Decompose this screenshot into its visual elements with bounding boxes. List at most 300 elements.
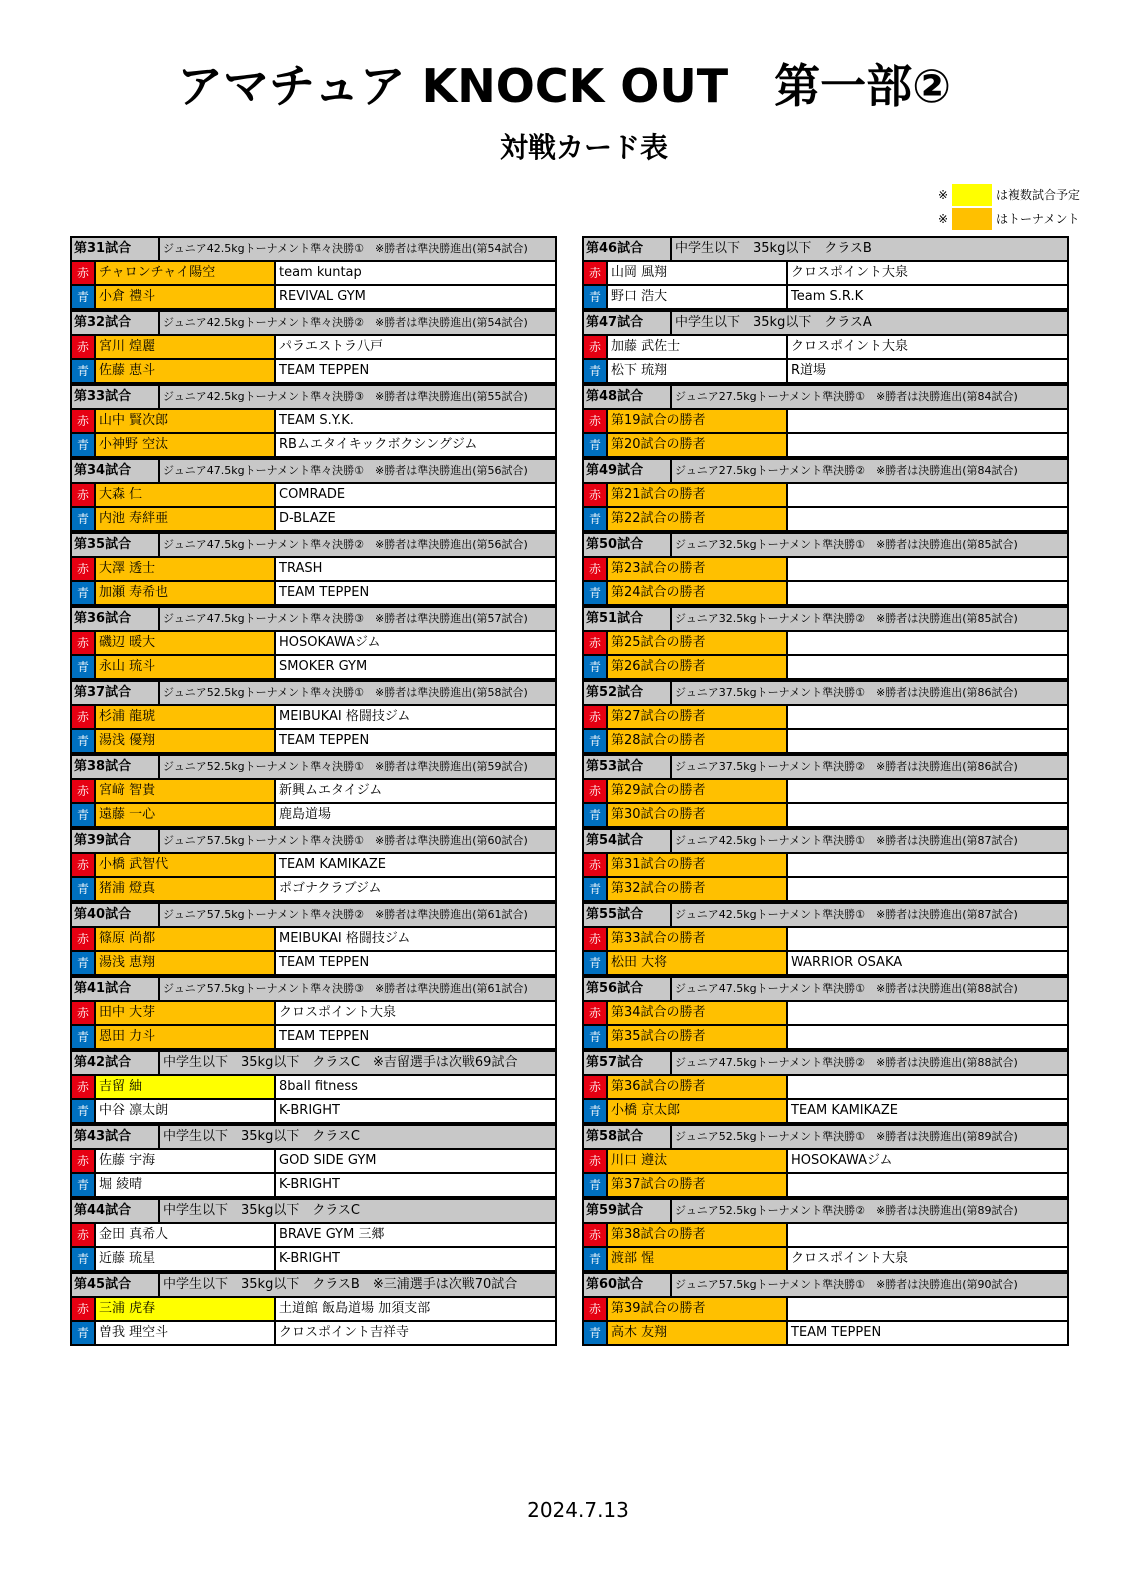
blue-corner-row [72, 730, 555, 754]
blue-corner-label: 青 [72, 952, 96, 974]
gym-name: D-BLAZE [279, 511, 336, 526]
gym-name: MEIBUKAI 格闘技ジム [279, 931, 411, 946]
fighter-name: 恩田 力斗 [96, 1026, 276, 1048]
blue-corner-label: 青 [72, 360, 96, 382]
bout-description: ジュニア57.5kgトーナメント準々決勝② ※勝者は準決勝進出(第61試合) [163, 908, 528, 921]
page-subtitle: 対戦カード表 [499, 131, 668, 164]
fighter-name: 第26試合の勝者 [608, 656, 788, 678]
gym-name: クロスポイント吉祥寺 [279, 1325, 410, 1340]
bout-block [70, 828, 557, 902]
red-corner-label: 赤 [584, 1298, 608, 1320]
gym-name: TEAM TEPPEN [279, 363, 370, 378]
bout-number: 第33試合 [72, 386, 160, 408]
bout-header [72, 682, 555, 706]
fighter-name: 金田 真希人 [96, 1224, 276, 1246]
gym-name [788, 1026, 1067, 1048]
legend-mark: ※ [938, 188, 949, 202]
gym-name: パラエストラ八戸 [279, 339, 384, 354]
gym-name [788, 928, 1067, 950]
red-corner-row [72, 1224, 555, 1248]
red-corner-label: 赤 [72, 336, 96, 358]
bout-header [72, 1200, 555, 1224]
red-corner-row [72, 780, 555, 804]
bout-block [70, 606, 557, 680]
gym-name: 8ball fitness [279, 1079, 358, 1094]
bout-block [582, 976, 1069, 1050]
fighter-name: 第37試合の勝者 [608, 1174, 788, 1196]
blue-corner-label: 青 [584, 1174, 608, 1196]
gym-name [788, 1298, 1067, 1320]
red-corner-row [584, 706, 1067, 730]
gym-name [788, 1174, 1067, 1196]
fighter-name: 第34試合の勝者 [608, 1002, 788, 1024]
blue-corner-label: 青 [72, 1322, 96, 1344]
gym-name: Team S.R.K [791, 289, 864, 304]
bout-description: ジュニア57.5kgトーナメント準々決勝③ ※勝者は準決勝進出(第61試合) [163, 982, 528, 995]
legend-swatch-multi [952, 184, 992, 206]
gym-name: K-BRIGHT [279, 1251, 340, 1266]
red-corner-label: 赤 [584, 1002, 608, 1024]
bout-description: ジュニア47.5kgトーナメント準々決勝③ ※勝者は準決勝進出(第57試合) [163, 612, 528, 625]
blue-corner-row [72, 508, 555, 532]
blue-corner-row [72, 1026, 555, 1050]
gym-name [788, 706, 1067, 728]
bout-block [70, 754, 557, 828]
bout-block [582, 902, 1069, 976]
gym-name: TRASH [279, 561, 323, 576]
red-corner-label: 赤 [72, 780, 96, 802]
bout-table-right [582, 236, 1069, 1346]
gym-name: 新興ムエタイジム [279, 783, 383, 798]
red-corner-label: 赤 [584, 484, 608, 506]
blue-corner-label: 青 [584, 434, 608, 456]
bout-number: 第60試合 [584, 1274, 672, 1296]
gym-name [788, 410, 1067, 432]
red-corner-row [72, 1298, 555, 1322]
bout-header [72, 830, 555, 854]
blue-corner-row [72, 286, 555, 310]
gym-name: K-BRIGHT [279, 1103, 340, 1118]
blue-corner-row [72, 360, 555, 384]
blue-corner-label: 青 [72, 582, 96, 604]
bout-header [584, 1052, 1067, 1076]
red-corner-label: 赤 [72, 1298, 96, 1320]
bout-header [72, 1052, 555, 1076]
bout-header [72, 386, 555, 410]
legend-mark: ※ [938, 212, 949, 226]
red-corner-row [72, 854, 555, 878]
bout-number: 第51試合 [584, 608, 672, 630]
blue-corner-row [72, 1174, 555, 1198]
blue-corner-label: 青 [72, 656, 96, 678]
bout-header [72, 978, 555, 1002]
gym-name: MEIBUKAI 格闘技ジム [279, 709, 411, 724]
fighter-name: 宮川 煌麗 [96, 336, 276, 358]
bout-number: 第40試合 [72, 904, 160, 926]
red-corner-row [72, 1002, 555, 1026]
gym-name [788, 878, 1067, 900]
bout-number: 第39試合 [72, 830, 160, 852]
red-corner-label: 赤 [72, 854, 96, 876]
bout-block [70, 1272, 557, 1346]
fighter-name: 第36試合の勝者 [608, 1076, 788, 1098]
blue-corner-label: 青 [584, 286, 608, 308]
red-corner-label: 赤 [72, 262, 96, 284]
fighter-name: 第32試合の勝者 [608, 878, 788, 900]
red-corner-label: 赤 [584, 780, 608, 802]
bout-description: ジュニア42.5kgトーナメント準決勝① ※勝者は決勝進出(第87試合) [675, 908, 1018, 921]
red-corner-label: 赤 [72, 1224, 96, 1246]
fighter-name: 第29試合の勝者 [608, 780, 788, 802]
bout-block [582, 754, 1069, 828]
fighter-name: 第22試合の勝者 [608, 508, 788, 530]
blue-corner-label: 青 [72, 434, 96, 456]
bout-header [72, 460, 555, 484]
bout-description: ジュニア27.5kgトーナメント準決勝① ※勝者は決勝進出(第84試合) [675, 390, 1018, 403]
red-corner-label: 赤 [584, 262, 608, 284]
bout-description: ジュニア42.5kgトーナメント準々決勝③ ※勝者は準決勝進出(第55試合) [163, 390, 528, 403]
blue-corner-label: 青 [72, 286, 96, 308]
fighter-name: 第33試合の勝者 [608, 928, 788, 950]
fighter-name: 第24試合の勝者 [608, 582, 788, 604]
bout-number: 第36試合 [72, 608, 160, 630]
gym-name: GOD SIDE GYM [279, 1153, 377, 1168]
blue-corner-row [584, 804, 1067, 828]
red-corner-row [584, 780, 1067, 804]
blue-corner-label: 青 [584, 952, 608, 974]
bout-block [582, 1198, 1069, 1272]
gym-name: TEAM TEPPEN [791, 1325, 882, 1340]
red-corner-label: 赤 [72, 1002, 96, 1024]
bout-description: ジュニア52.5kgトーナメント準々決勝① ※勝者は準決勝進出(第59試合) [163, 760, 528, 773]
gym-name [788, 1076, 1067, 1098]
fighter-name: 小神野 空汰 [96, 434, 276, 456]
bout-number: 第42試合 [72, 1052, 160, 1074]
bout-block [70, 458, 557, 532]
blue-corner-row [72, 434, 555, 458]
red-corner-row [584, 632, 1067, 656]
fighter-name: 大森 仁 [96, 484, 276, 506]
bout-description: ジュニア42.5kgトーナメント準決勝① ※勝者は決勝進出(第87試合) [675, 834, 1018, 847]
fighter-name: 第30試合の勝者 [608, 804, 788, 826]
fighter-name: 吉留 紬 [96, 1076, 276, 1098]
gym-name: COMRADE [279, 487, 346, 502]
bout-description: ジュニア32.5kgトーナメント準決勝① ※勝者は決勝進出(第85試合) [675, 538, 1018, 551]
gym-name: TEAM KAMIKAZE [279, 857, 386, 872]
bout-description: ジュニア32.5kgトーナメント準決勝② ※勝者は決勝進出(第85試合) [675, 612, 1018, 625]
fighter-name: 山中 賢次郎 [96, 410, 276, 432]
fighter-name: 第27試合の勝者 [608, 706, 788, 728]
fighter-name: 磯辺 暖大 [96, 632, 276, 654]
blue-corner-label: 青 [584, 730, 608, 752]
gym-name: 鹿島道場 [279, 807, 332, 822]
gym-name: R道場 [791, 363, 827, 378]
bout-number: 第48試合 [584, 386, 672, 408]
bout-block [582, 606, 1069, 680]
red-corner-label: 赤 [72, 1076, 96, 1098]
blue-corner-row [72, 804, 555, 828]
bout-description: ジュニア57.5kgトーナメント準々決勝① ※勝者は準決勝進出(第60試合) [163, 834, 528, 847]
bout-block [70, 1124, 557, 1198]
fighter-name: 永山 琉斗 [96, 656, 276, 678]
bout-number: 第45試合 [72, 1274, 160, 1296]
bout-header [584, 238, 1067, 262]
gym-name: ポゴナクラブジム [279, 881, 382, 896]
fighter-name: 高木 友翔 [608, 1322, 788, 1344]
bout-header [584, 534, 1067, 558]
fighter-name: 小倉 禮斗 [96, 286, 276, 308]
blue-corner-label: 青 [72, 1174, 96, 1196]
blue-corner-label: 青 [584, 1322, 608, 1344]
fighter-name: 杉浦 龍琥 [96, 706, 276, 728]
bout-description: ジュニア52.5kgトーナメント準々決勝① ※勝者は準決勝進出(第58試合) [163, 686, 528, 699]
legend-text: は複数試合予定 [996, 188, 1081, 202]
bout-description: 中学生以下 35kg以下 クラスB [675, 241, 872, 256]
bout-header [72, 1126, 555, 1150]
gym-name: REVIVAL GYM [279, 289, 366, 304]
gym-name: TEAM TEPPEN [279, 1029, 370, 1044]
fighter-name: 小橋 京太郎 [608, 1100, 788, 1122]
red-corner-row [72, 484, 555, 508]
bout-block [70, 310, 557, 384]
fighter-name: 湯浅 優翔 [96, 730, 276, 752]
fighter-name: チャロンチャイ陽空 [96, 262, 276, 284]
bout-header [584, 608, 1067, 632]
gym-name [788, 434, 1067, 456]
red-corner-row [584, 928, 1067, 952]
red-corner-row [584, 262, 1067, 286]
bout-block [70, 384, 557, 458]
fighter-name: 遠藤 一心 [96, 804, 276, 826]
bout-header [72, 608, 555, 632]
gym-name: TEAM TEPPEN [279, 585, 370, 600]
red-corner-label: 赤 [72, 706, 96, 728]
red-corner-row [72, 928, 555, 952]
bout-number: 第59試合 [584, 1200, 672, 1222]
bout-table-left [70, 236, 557, 1346]
fighter-name: 第35試合の勝者 [608, 1026, 788, 1048]
gym-name [788, 1002, 1067, 1024]
red-corner-label: 赤 [72, 632, 96, 654]
bout-number: 第53試合 [584, 756, 672, 778]
legend-swatch-tournament [952, 208, 992, 230]
fighter-name: 湯浅 恵翔 [96, 952, 276, 974]
bout-block [582, 1050, 1069, 1124]
fighter-name: 佐藤 恵斗 [96, 360, 276, 382]
fighter-name: 山岡 風翔 [608, 262, 788, 284]
gym-name: クロスポイント大泉 [279, 1005, 397, 1020]
fighter-name: 内池 寿絆亜 [96, 508, 276, 530]
gym-name [788, 854, 1067, 876]
legend-text: はトーナメント [996, 212, 1080, 226]
bout-description: 中学生以下 35kg以下 クラスC [163, 1203, 361, 1218]
red-corner-row [72, 1150, 555, 1174]
bout-number: 第52試合 [584, 682, 672, 704]
red-corner-label: 赤 [584, 706, 608, 728]
blue-corner-row [584, 878, 1067, 902]
blue-corner-label: 青 [584, 1248, 608, 1270]
bout-header [584, 1200, 1067, 1224]
red-corner-row [584, 1224, 1067, 1248]
gym-name: RBムエタイキックボクシングジム [279, 437, 478, 452]
fighter-name: 中谷 凛太朗 [96, 1100, 276, 1122]
red-corner-row [584, 1150, 1067, 1174]
blue-corner-row [72, 582, 555, 606]
fighter-name: 第20試合の勝者 [608, 434, 788, 456]
fighter-name: 近藤 琉星 [96, 1248, 276, 1270]
blue-corner-label: 青 [72, 1100, 96, 1122]
blue-corner-label: 青 [72, 730, 96, 752]
bout-number: 第43試合 [72, 1126, 160, 1148]
fighter-name: 野口 浩大 [608, 286, 788, 308]
blue-corner-label: 青 [584, 878, 608, 900]
gym-name [788, 484, 1067, 506]
red-corner-row [72, 410, 555, 434]
fighter-name: 第23試合の勝者 [608, 558, 788, 580]
bout-block [582, 680, 1069, 754]
bout-block [70, 680, 557, 754]
gym-name: TEAM KAMIKAZE [791, 1103, 898, 1118]
red-corner-row [584, 410, 1067, 434]
red-corner-row [72, 336, 555, 360]
bout-block [582, 1124, 1069, 1198]
bout-number: 第55試合 [584, 904, 672, 926]
bout-block [582, 1272, 1069, 1346]
bout-header [72, 904, 555, 928]
fighter-name: 大澤 透士 [96, 558, 276, 580]
gym-name: HOSOKAWAジム [791, 1153, 893, 1168]
legend-multi [938, 184, 1080, 206]
gym-name [788, 508, 1067, 530]
bout-block [582, 532, 1069, 606]
red-corner-label: 赤 [72, 1150, 96, 1172]
bout-description: 中学生以下 35kg以下 クラスC [163, 1129, 361, 1144]
fighter-name: 第31試合の勝者 [608, 854, 788, 876]
bout-number: 第57試合 [584, 1052, 672, 1074]
red-corner-row [584, 558, 1067, 582]
red-corner-label: 赤 [584, 558, 608, 580]
bout-header [72, 238, 555, 262]
bout-block [582, 458, 1069, 532]
red-corner-row [72, 262, 555, 286]
blue-corner-label: 青 [72, 804, 96, 826]
bout-number: 第44試合 [72, 1200, 160, 1222]
blue-corner-label: 青 [72, 1026, 96, 1048]
blue-corner-row [584, 656, 1067, 680]
bout-description: ジュニア42.5kgトーナメント準々決勝② ※勝者は準決勝進出(第54試合) [163, 316, 528, 329]
bout-number: 第54試合 [584, 830, 672, 852]
blue-corner-row [584, 360, 1067, 384]
bout-block [582, 310, 1069, 384]
fighter-name: 第25試合の勝者 [608, 632, 788, 654]
bout-number: 第34試合 [72, 460, 160, 482]
fighter-name: 宮﨑 智貴 [96, 780, 276, 802]
blue-corner-label: 青 [584, 360, 608, 382]
fighter-name: 第19試合の勝者 [608, 410, 788, 432]
fighter-name: 佐藤 宇海 [96, 1150, 276, 1172]
bout-description: ジュニア42.5kgトーナメント準々決勝① ※勝者は準決勝進出(第54試合) [163, 242, 528, 255]
blue-corner-label: 青 [72, 878, 96, 900]
fighter-name: 第21試合の勝者 [608, 484, 788, 506]
red-corner-row [72, 632, 555, 656]
fighter-name: 第38試合の勝者 [608, 1224, 788, 1246]
blue-corner-row [584, 434, 1067, 458]
fighter-name: 松田 大将 [608, 952, 788, 974]
bout-description: ジュニア37.5kgトーナメント準決勝② ※勝者は決勝進出(第86試合) [675, 760, 1018, 773]
blue-corner-row [584, 952, 1067, 976]
blue-corner-row [72, 878, 555, 902]
bout-number: 第41試合 [72, 978, 160, 1000]
bout-description: 中学生以下 35kg以下 クラスA [675, 315, 872, 330]
date: 2024.7.13 [527, 1498, 629, 1522]
blue-corner-row [72, 1322, 555, 1344]
bout-block [582, 384, 1069, 458]
red-corner-row [72, 1076, 555, 1100]
bout-number: 第46試合 [584, 238, 672, 260]
fighter-name: 小橋 武智代 [96, 854, 276, 876]
gym-name: クロスポイント大泉 [791, 1251, 909, 1266]
red-corner-label: 赤 [584, 928, 608, 950]
bout-description: ジュニア47.5kgトーナメント準々決勝① ※勝者は準決勝進出(第56試合) [163, 464, 528, 477]
red-corner-row [72, 706, 555, 730]
gym-name: BRAVE GYM 三郷 [279, 1227, 385, 1242]
blue-corner-row [584, 1100, 1067, 1124]
gym-name: クロスポイント大泉 [791, 265, 909, 280]
red-corner-label: 赤 [584, 854, 608, 876]
bout-description: ジュニア52.5kgトーナメント準決勝② ※勝者は決勝進出(第89試合) [675, 1204, 1018, 1217]
blue-corner-row [584, 1026, 1067, 1050]
bout-block [70, 1050, 557, 1124]
blue-corner-row [584, 1174, 1067, 1198]
blue-corner-row [584, 508, 1067, 532]
gym-name: SMOKER GYM [279, 659, 368, 674]
fighter-name: 松下 琉翔 [608, 360, 788, 382]
bout-number: 第58試合 [584, 1126, 672, 1148]
gym-name [788, 1224, 1067, 1246]
red-corner-label: 赤 [72, 928, 96, 950]
red-corner-label: 赤 [584, 632, 608, 654]
bout-number: 第47試合 [584, 312, 672, 334]
bout-block [70, 236, 557, 310]
bout-header [584, 904, 1067, 928]
red-corner-row [584, 1298, 1067, 1322]
gym-name [788, 558, 1067, 580]
bout-description: ジュニア47.5kgトーナメント準決勝① ※勝者は決勝進出(第88試合) [675, 982, 1018, 995]
bout-header [584, 682, 1067, 706]
gym-name [788, 582, 1067, 604]
blue-corner-row [584, 1322, 1067, 1344]
bout-block [70, 532, 557, 606]
fighter-name: 川口 遵汰 [608, 1150, 788, 1172]
red-corner-label: 赤 [584, 1150, 608, 1172]
fighter-name: 加藤 武佐士 [608, 336, 788, 358]
bout-description: 中学生以下 35kg以下 クラスC ※吉留選手は次戦69試合 [163, 1055, 518, 1070]
bout-number: 第38試合 [72, 756, 160, 778]
bout-description: ジュニア47.5kgトーナメント準々決勝② ※勝者は準決勝進出(第56試合) [163, 538, 528, 551]
red-corner-label: 赤 [72, 558, 96, 580]
bout-header [584, 756, 1067, 780]
gym-name: TEAM TEPPEN [279, 955, 370, 970]
blue-corner-label: 青 [72, 1248, 96, 1270]
bout-header [72, 534, 555, 558]
fighter-name: 渡部 惺 [608, 1248, 788, 1270]
bout-header [584, 978, 1067, 1002]
bout-description: ジュニア27.5kgトーナメント準決勝② ※勝者は決勝進出(第84試合) [675, 464, 1018, 477]
red-corner-row [584, 1002, 1067, 1026]
blue-corner-row [72, 1100, 555, 1124]
fighter-name: 猪浦 燈真 [96, 878, 276, 900]
blue-corner-label: 青 [584, 582, 608, 604]
